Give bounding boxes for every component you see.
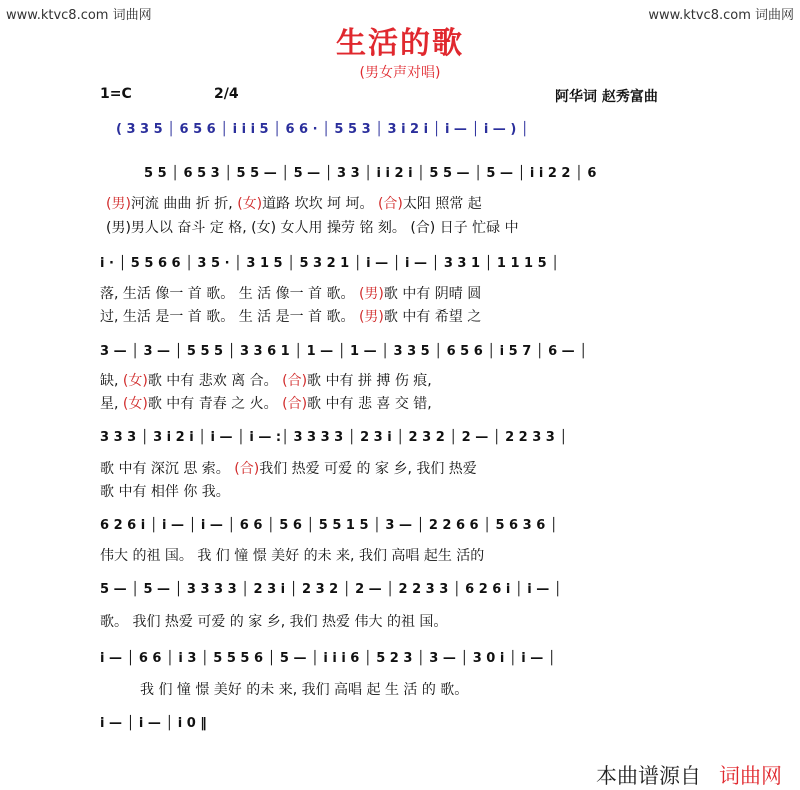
source-footer	[596, 760, 782, 790]
notation-row-final: i — │ i — │ i 0 ‖	[100, 716, 207, 731]
notation-row: 6 2 6 i │ i — │ i — │ 6 6 │ 5 6 │ 5 5 1 5 │ 3 — │ 2 2 6 6 │ 5 6 3 6 │	[100, 518, 558, 533]
lyrics-line	[100, 611, 447, 631]
lyrics-line-verse1	[100, 370, 432, 390]
intro-notation: ( 3 3 5 │ 6 5 6 │ i i i 5 │ 6 6 · │ 5 5 3 │ 3 i 2 i │ i — │ i — ) │	[116, 122, 529, 137]
lyrics-line-verse2	[106, 217, 519, 237]
lyric-text: 我 们 憧 憬 美好 的未 来, 我们 高唱 起 生 活 的 歌。	[140, 682, 469, 698]
lyric-text: 歌 中有 悲 喜 交 错,	[307, 396, 432, 412]
lyric-text: 太阳 照常 起	[402, 196, 482, 212]
lyric-text: 河流 曲曲 折 折,	[130, 196, 238, 212]
lyrics-line-verse1	[100, 283, 481, 303]
lyric-text: 缺,	[100, 373, 123, 389]
source-text: 本曲谱源自	[596, 764, 701, 788]
role-marker: (合)	[282, 373, 308, 389]
role-marker: (男)	[358, 309, 384, 325]
lyric-text: 落, 生活 像一 首 歌。 生 活 像一 首 歌。	[100, 286, 359, 302]
lyrics-line	[140, 679, 468, 699]
song-subtitle: (男女声对唱)	[359, 65, 441, 81]
lyrics-line-verse2	[100, 393, 432, 413]
credits: 阿华词 赵秀富曲	[555, 89, 658, 105]
song-title: 生活的歌	[336, 26, 464, 61]
lyric-text: 歌 中有 希望 之	[383, 309, 482, 325]
role-marker: (女)	[237, 196, 263, 212]
key-signature: 1=C	[100, 86, 132, 102]
role-marker: (女)	[122, 373, 148, 389]
notation-row: 3 3 3 │ 3 i 2 i │ i — │ i — :│ 3 3 3 3 │ 2 3 i │ 2 3 2 │ 2 — │ 2 2 3 3 │	[100, 430, 568, 445]
notation-row: i · │ 5 5 6 6 │ 3 5 · │ 3 1 5 │ 5 3 2 1 │ i — │ i — │ 3 3 1 │ 1 1 1 5 │	[100, 256, 559, 271]
role-marker: (合)	[234, 461, 260, 477]
lyrics-line-verse2	[100, 481, 230, 501]
role-marker: (合)	[377, 196, 403, 212]
notation-row: i — │ 6 6 │ i 3 │ 5 5 5 6 │ 5 — │ i i i 6 │ 5 2 3 │ 3 — │ 3 0 i │ i — │	[100, 651, 556, 666]
role-marker: (男)	[358, 286, 384, 302]
watermark-right: www.ktvc8.com 词曲网	[648, 8, 794, 23]
lyric-text: 我们 热爱 可爱 的 家 乡, 我们 热爱	[259, 461, 477, 477]
lyric-text: 歌 中有 悲欢 离 合。	[147, 373, 283, 389]
lyric-text: 歌 中有 阴晴 圆	[383, 286, 482, 302]
lyric-text: 星,	[100, 396, 123, 412]
lyrics-line-verse1	[106, 193, 482, 213]
lyric-text: 歌 中有 拼 搏 伤 痕,	[307, 373, 432, 389]
role-marker: (男)	[106, 196, 131, 212]
notation-row: 5 — │ 5 — │ 3 3 3 3 │ 2 3 i │ 2 3 2 │ 2 — │ 2 2 3 3 │ 6 2 6 i │ i — │	[100, 582, 562, 597]
lyric-text: 过, 生活 是一 首 歌。 生 活 是一 首 歌。	[100, 309, 359, 325]
role-marker: (女)	[122, 396, 148, 412]
notation-row: 5 5 │ 6 5 3 │ 5 5 — │ 5 — │ 3 3 │ i i 2 i │ 5 5 — │ 5 — │ i i 2 2 │ 6	[144, 166, 597, 181]
lyric-text: 歌 中有 相伴 你 我。	[100, 484, 230, 500]
lyric-text: (男)男人以 奋斗 定 格, (女) 女人用 操劳 铭 刻。 (合) 日子 忙碌 中	[106, 220, 519, 236]
role-marker: (合)	[282, 396, 308, 412]
lyric-text: 歌 中有 深沉 思 索。	[100, 461, 235, 477]
source-brand: 词曲网	[719, 764, 782, 788]
lyrics-line-verse1	[100, 458, 477, 478]
lyrics-line-verse2	[100, 306, 481, 326]
lyric-text: 歌。 我们 热爱 可爱 的 家 乡, 我们 热爱 伟大 的祖 国。	[100, 614, 448, 630]
watermark-left: www.ktvc8.com 词曲网	[6, 8, 152, 23]
lyric-text: 歌 中有 青春 之 火。	[147, 396, 283, 412]
lyric-text: 伟大 的祖 国。 我 们 憧 憬 美好 的未 来, 我们 高唱 起生 活的	[100, 548, 485, 564]
lyrics-line	[100, 545, 484, 565]
notation-row: 3 — │ 3 — │ 5 5 5 │ 3 3 6 1 │ 1 — │ 1 — │ 3 3 5 │ 6 5 6 │ i 5 7 │ 6 — │	[100, 344, 588, 359]
time-signature: 2/4	[214, 86, 239, 102]
lyric-text: 道路 坎坎 坷 坷。	[262, 196, 378, 212]
